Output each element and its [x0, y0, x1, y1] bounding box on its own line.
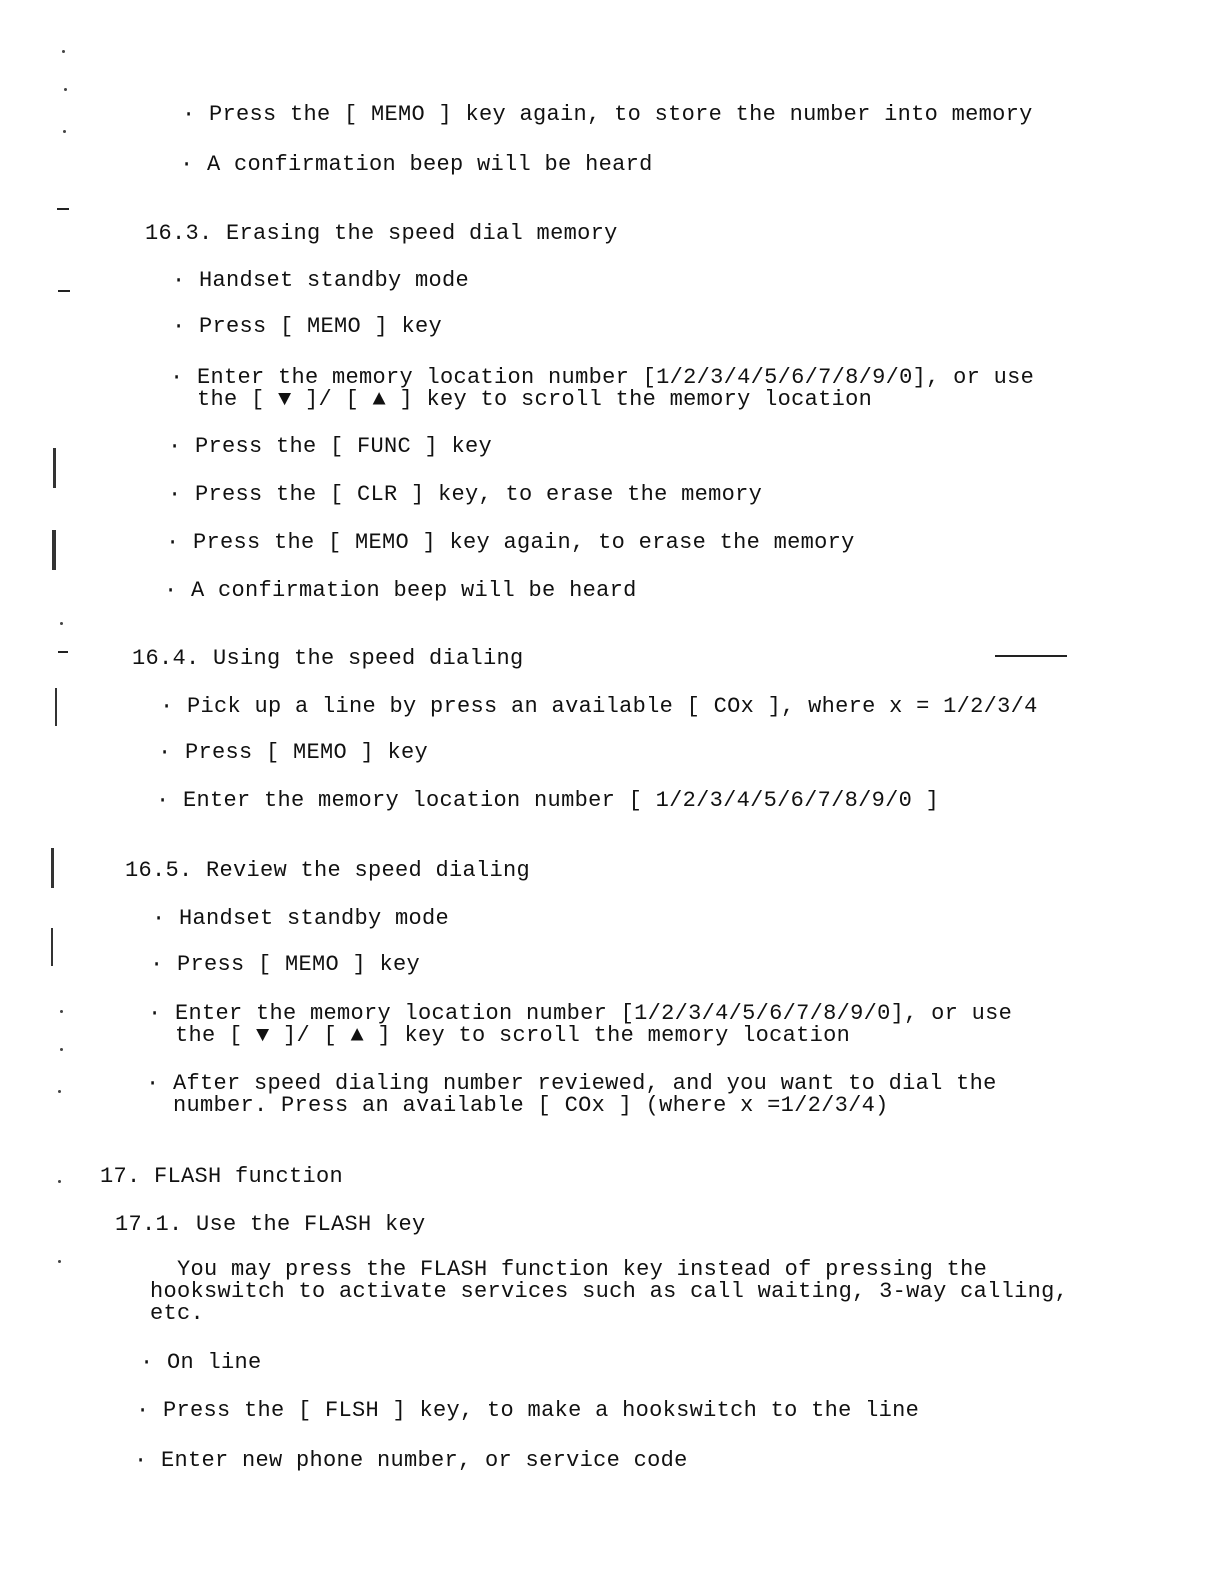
flash-description-3: etc. [150, 1301, 205, 1326]
scan-speck [62, 50, 65, 53]
scan-speck [64, 88, 67, 91]
scan-speck [63, 130, 66, 133]
step-enter-location: · Enter the memory location number [1/2/3/4/5/6/7/8/9/0], or use [170, 365, 1035, 390]
step-erase-memory: · Press the [ MEMO ] key again, to erase the memory [166, 530, 855, 555]
heading-17-1: 17.1. Use the FLASH key [115, 1212, 426, 1237]
step-on-line: · On line [140, 1350, 262, 1375]
step-press-flsh: · Press the [ FLSH ] key, to make a hookswitch to the line [136, 1398, 920, 1423]
step-pick-up-line: · Pick up a line by press an available [ COx ], where x = 1/2/3/4 [160, 694, 1038, 719]
step-press-func: · Press the [ FUNC ] key [168, 434, 493, 459]
step-press-clr: · Press the [ CLR ] key, to erase the memory [168, 482, 763, 507]
step-enter-location-2: · Enter the memory location number [ 1/2/3/4/5/6/7/8/9/0 ] [156, 788, 940, 813]
scan-bracket [52, 530, 56, 570]
heading-16-3: 16.3. Erasing the speed dial memory [145, 221, 618, 246]
scan-bracket [51, 928, 53, 966]
scan-bracket [53, 448, 56, 488]
step-standby-2: · Handset standby mode [152, 906, 450, 931]
step-press-memo-2: · Press [ MEMO ] key [158, 740, 429, 765]
scan-speck [58, 1090, 61, 1093]
scan-speck [60, 622, 63, 625]
flash-description-2: hookswitch to activate services such as call waiting, 3-way calling, [150, 1279, 1069, 1304]
step-press-memo: · Press [ MEMO ] key [172, 314, 443, 339]
step-confirmation-beep-2: · A confirmation beep will be heard [164, 578, 637, 603]
step-store-memory: · Press the [ MEMO ] key again, to store the number into memory [182, 102, 1033, 127]
step-after-review-cont: number. Press an available [ COx ] (where x =1/2/3/4) [146, 1093, 889, 1118]
step-enter-new-number: · Enter new phone number, or service code [134, 1448, 688, 1473]
heading-16-5: 16.5. Review the speed dialing [125, 858, 531, 883]
step-enter-location-3-cont: the [ ▼ ]/ [ ▲ ] key to scroll the memory location [148, 1023, 851, 1048]
heading-16-4: 16.4. Using the speed dialing [132, 646, 524, 671]
step-confirmation-beep: · A confirmation beep will be heard [180, 152, 653, 177]
flash-description-1: You may press the FLASH function key instead of pressing the [150, 1257, 988, 1282]
step-enter-location-cont: the [ ▼ ]/ [ ▲ ] key to scroll the memory location [170, 387, 873, 412]
step-after-review: · After speed dialing number reviewed, and you want to dial the [146, 1071, 997, 1096]
scan-speck [60, 1048, 63, 1051]
scan-bracket [51, 848, 54, 888]
scan-mark [58, 651, 68, 653]
scan-speck [58, 1260, 61, 1263]
step-press-memo-3: · Press [ MEMO ] key [150, 952, 421, 977]
scan-rule [995, 655, 1067, 657]
scan-bracket [55, 688, 57, 726]
scan-speck [58, 1180, 61, 1183]
scan-mark [57, 208, 69, 210]
step-standby: · Handset standby mode [172, 268, 470, 293]
heading-17: 17. FLASH function [100, 1164, 344, 1189]
step-enter-location-3: · Enter the memory location number [1/2/3/4/5/6/7/8/9/0], or use [148, 1001, 1013, 1026]
scan-speck [60, 1010, 63, 1013]
scan-mark [58, 290, 70, 292]
